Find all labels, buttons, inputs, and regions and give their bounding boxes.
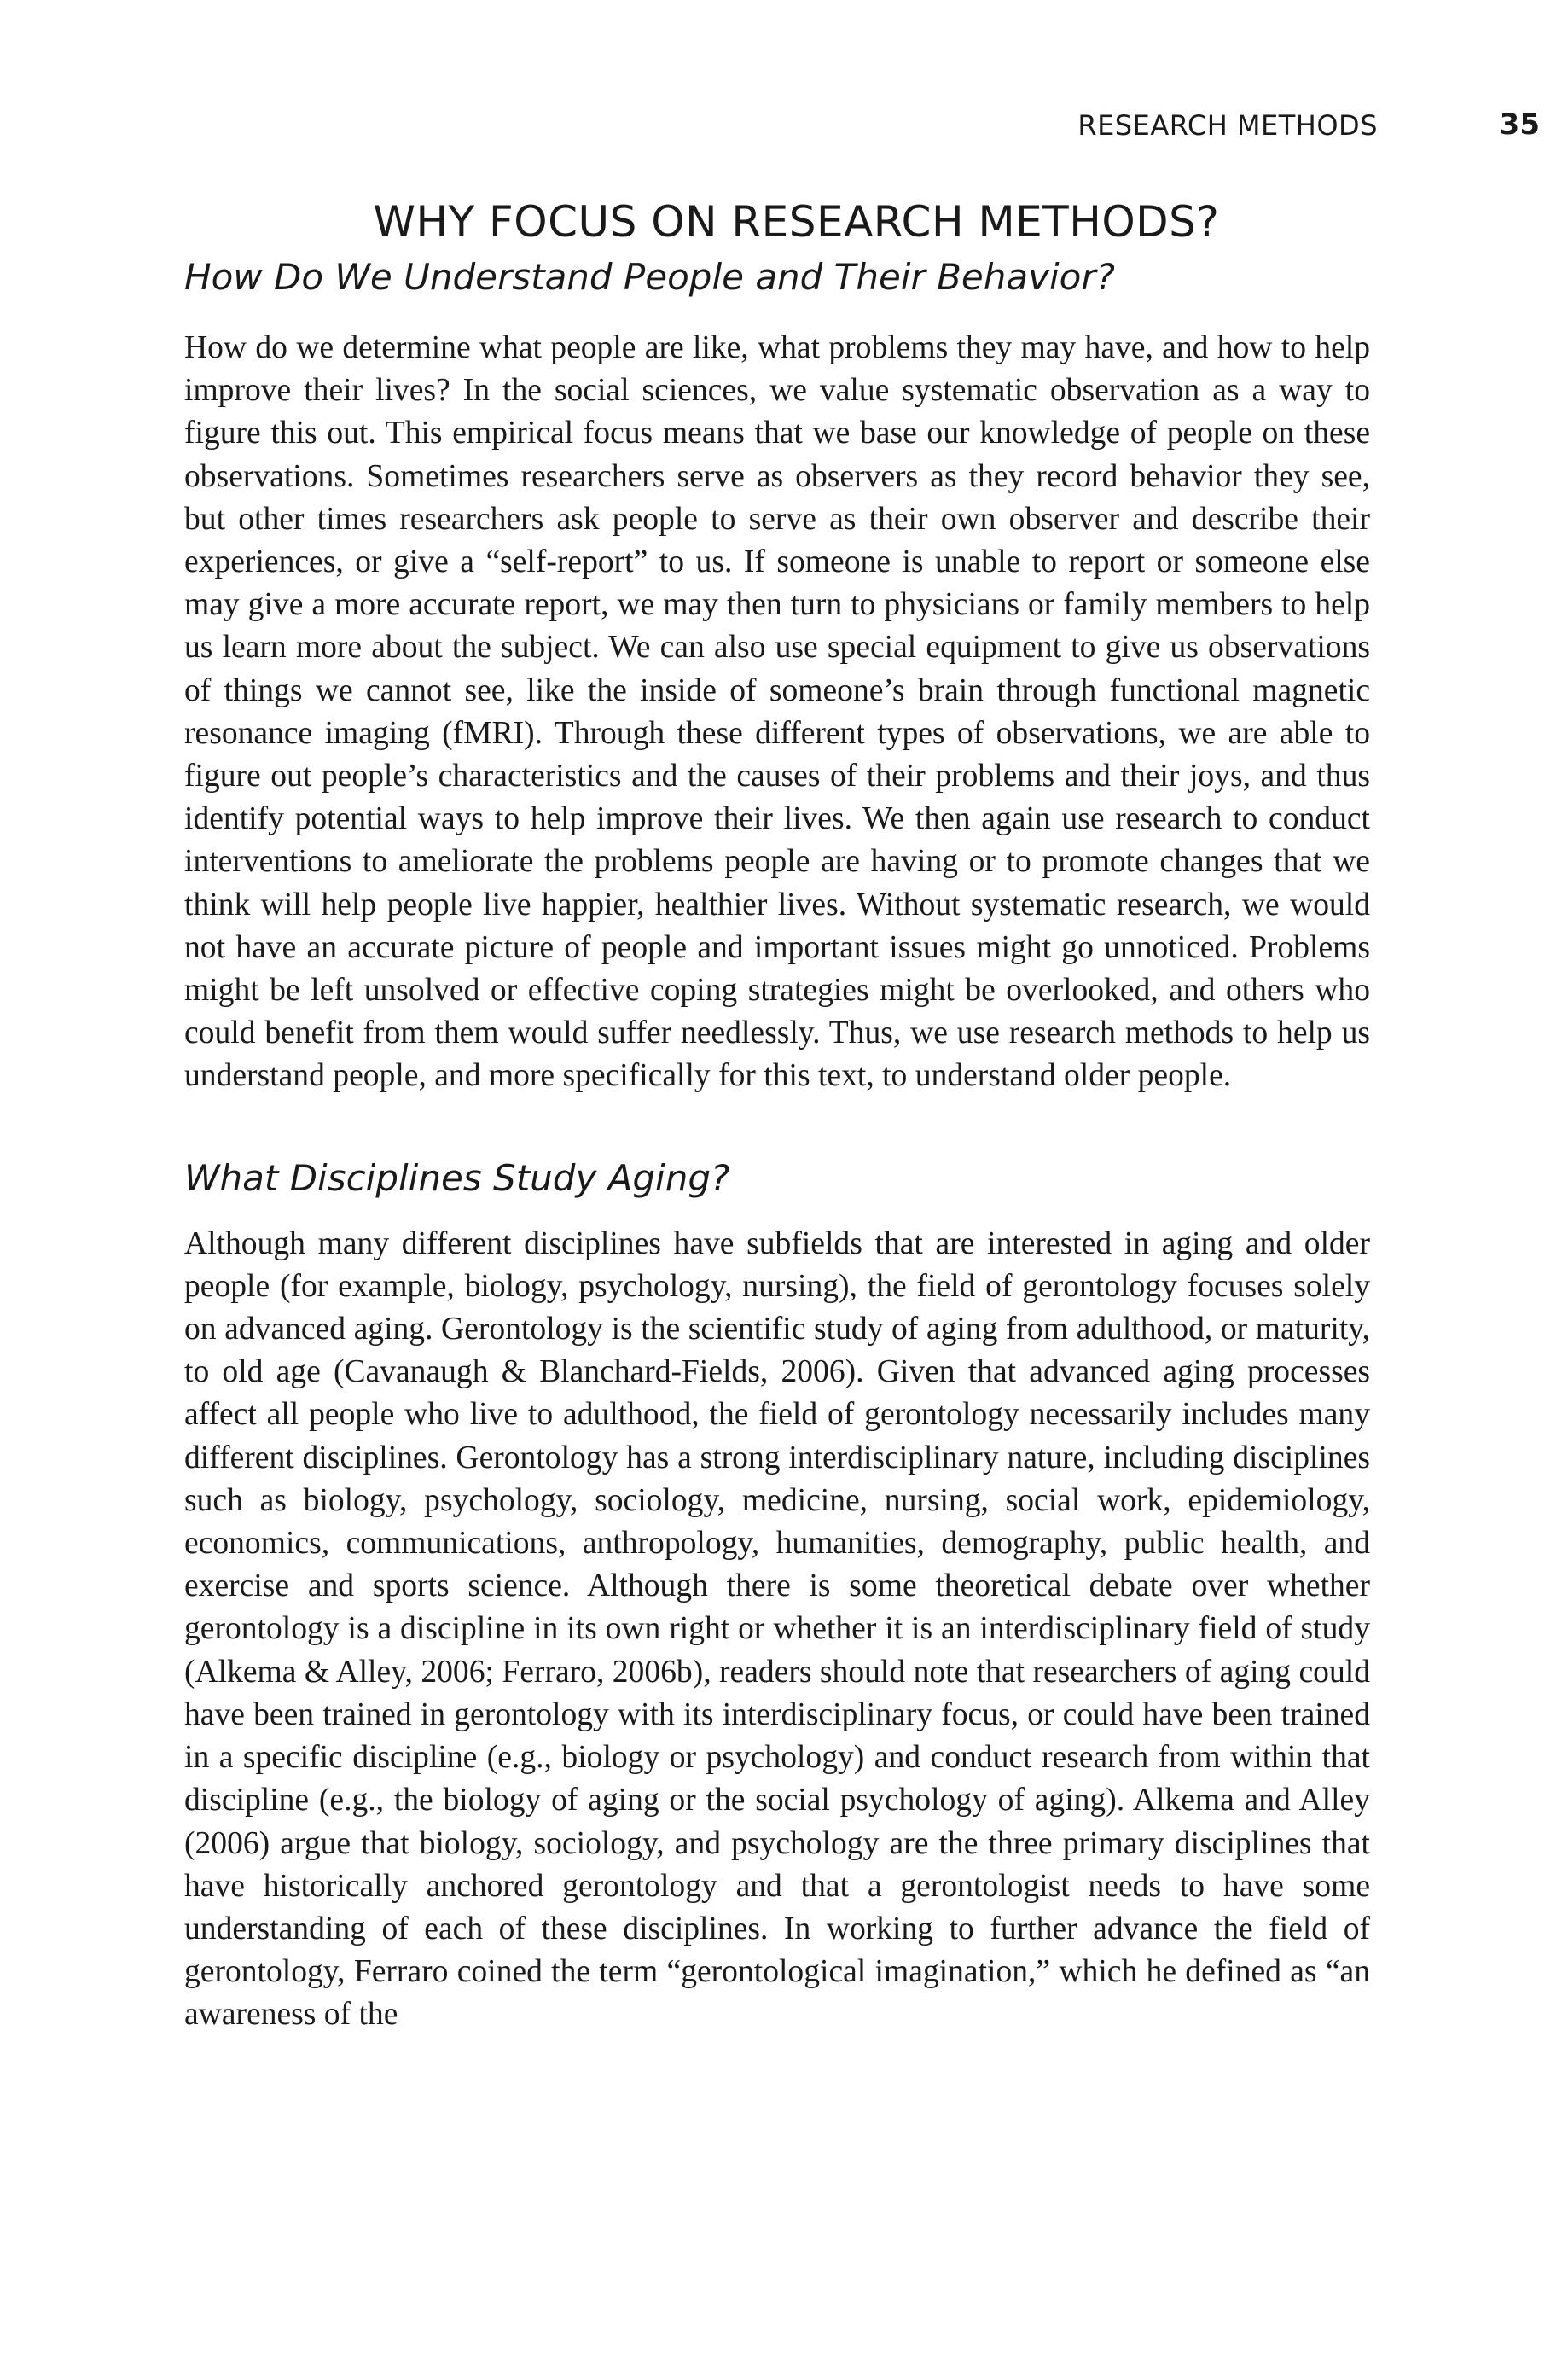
running-head-title: RESEARCH METHODS [1077, 109, 1378, 142]
section-heading-disciplines: What Disciplines Study Aging? [184, 1156, 730, 1199]
paragraph-disciplines: Although many different disciplines have subfields that are interested in aging and older people (for example, biology, psychology, nursing), the field of gerontology focuses solely on advanced aging. Gerontology is the scientific study of aging from adulthood, or maturity, to old age (Cavanaugh & Blanchard-Fields, 2006). Given that advanced aging processes affect all people who live to adulthood, the field of gerontology necessarily includes many different disciplines. Gerontology has a strong interdisciplinary nature, including disciplines such as biology, psychology, sociology, medicine, nursing, social work, epidemiology, economics, communications, anthropology, humanities, demography, public health, and exercise and sports science. Although there is some theoretical debate over whether gerontology is a discipline in its own right or whether it is an interdisciplinary field of study (Alkema & Alley, 2006; Ferraro, 2006b), readers should note that researchers of aging could have been trained in gerontology with its interdisciplinary focus, or could have been trained in a specific discipline (e.g., biology or psychology) and conduct research from within that discipline (e.g., the biology of aging or the social psychology of aging). Alkema and Alley (2006) argue that biology, sociology, and psychology are the three primary disciplines that have historically anchored gerontology and that a gerontologist needs to have some understanding of each of these disciplines. In working to further advance the field of gerontology, Ferraro coined the term “gerontological imagination,” which he defined as “an awareness of the [184, 1225, 1370, 2033]
running-head [184, 109, 1540, 160]
section-heading-understand-people: How Do We Understand People and Their Behavior? [184, 256, 1115, 298]
page-number: 35 [1499, 108, 1540, 142]
page-content [184, 192, 1370, 2037]
paragraph-understand-people: How do we determine what people are like, what problems they may have, and how to help improve their lives? In the social sciences, we value systematic observation as a way to figure this out. This empirical focus means that we base our knowledge of people on these observations. Sometimes researchers serve as observers as they record behavior they see, but other times researchers ask people to serve as their own observer and describe their experiences, or give a “self-report” to us. If someone is unable to report or someone else may give a more accurate report, we may then turn to physicians or family members to help us learn more about the subject. We can also use special equipment to give us observations of things we cannot see, like the inside of someone’s brain through functional magnetic resonance imaging (fMRI). Through these different types of observations, we are able to figure out people’s characteristics and the causes of their problems and their joys, and thus identify potential ways to help improve their lives. We then again use research to conduct interventions to ameliorate the problems people are having or to promote changes that we think will help people live happier, healthier lives. Without systematic research, we would not have an accurate picture of people and important issues might go unnoticed. Problems might be left unsolved or effective coping strategies might be overlooked, and others who could benefit from them would suffer needlessly. Thus, we use research methods to help us understand people, and more specifically for this text, to understand older people. [184, 330, 1370, 1094]
chapter-heading: WHY FOCUS ON RESEARCH METHODS? [373, 197, 1220, 247]
